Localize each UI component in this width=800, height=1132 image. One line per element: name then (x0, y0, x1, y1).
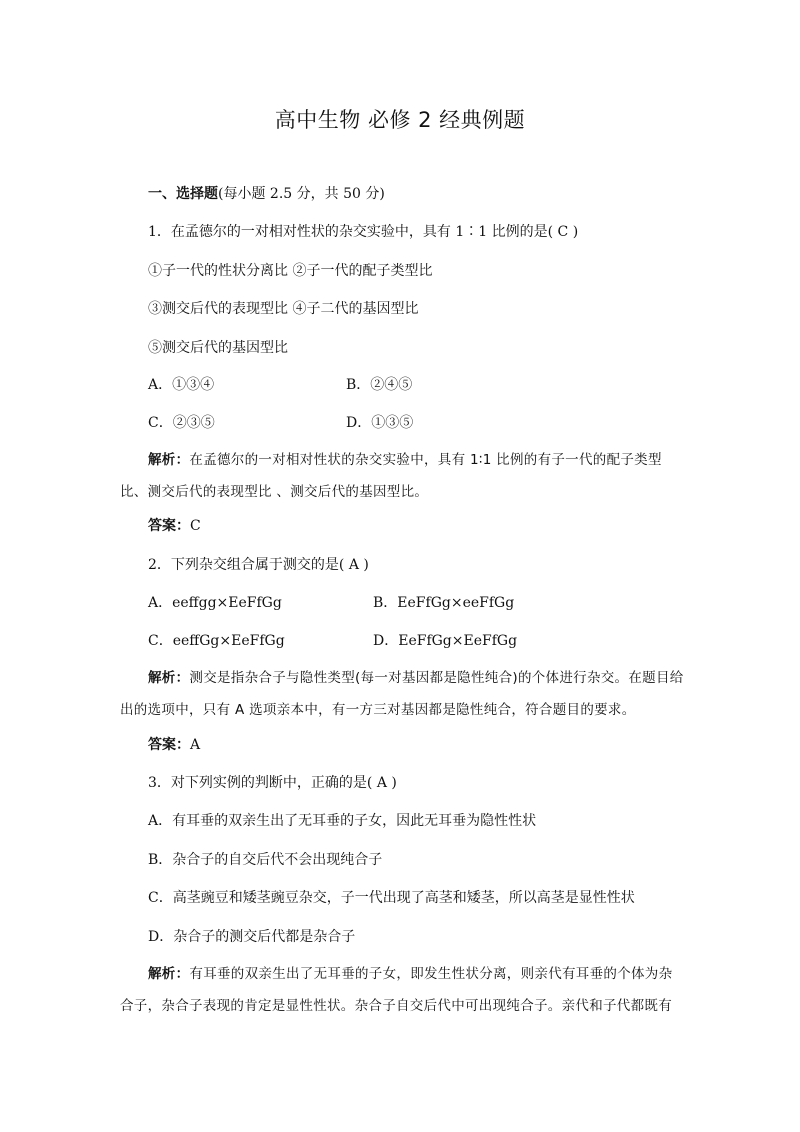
question-1-item-line: ①子一代的性状分离比 ②子一代的配子类型比 (148, 263, 433, 279)
question-1-option-c: C．②③⑤ (148, 415, 215, 431)
question-1-option-a: A．①③④ (148, 377, 215, 393)
answer-label: 答案： (148, 518, 190, 534)
question-1-option-d: D．①③⑤ (346, 415, 414, 431)
analysis-label: 解析： (148, 966, 190, 982)
section-note: (每小题 2.5 分，共 50 分) (218, 186, 385, 202)
question-1-analysis (120, 444, 685, 508)
question-3-option-b: B．杂合子的自交后代不会出现纯合子 (148, 852, 383, 868)
question-2-option-c: C．eeffGg×EeFfGg (148, 633, 285, 649)
question-2-analysis (120, 662, 685, 726)
analysis-text: 在孟德尔的一对相对性状的杂交实验中，具有 1∶1 比例的有子一代的配子类型比、测交后代的表现型比 、测交后代的基因型比。 (120, 452, 662, 500)
question-3-analysis (120, 958, 685, 1022)
question-3-stem: 3．对下列实例的判断中，正确的是( A ) (148, 775, 397, 791)
question-3-option-d: D．杂合子的测交后代都是杂合子 (148, 929, 356, 945)
analysis-label: 解析： (148, 452, 190, 468)
answer-value: C (190, 518, 201, 534)
question-2-answer (148, 735, 200, 755)
question-1-answer (148, 516, 201, 536)
question-1-item-line: ③测交后代的表现型比 ④子二代的基因型比 (148, 301, 419, 317)
question-1-option-b: B．②④⑤ (346, 377, 413, 393)
answer-value: A (190, 737, 201, 753)
analysis-text: 有耳垂的双亲生出了无耳垂的子女，即发生性状分离，则亲代有耳垂的个体为杂合子，杂合子表现的肯定是显性性状。杂合子自交后代中可出现纯合子。亲代和子代都既有 (120, 966, 673, 1014)
question-1-stem: 1．在孟德尔的一对相对性状的杂交实验中，具有 1∶1 比例的是( C ) (148, 224, 579, 240)
section-label: 一、选择题 (148, 186, 218, 202)
question-2-option-b: B．EeFfGg×eeFfGg (373, 595, 515, 611)
page-title: 高中生物 必修 2 经典例题 (274, 108, 526, 132)
answer-label: 答案： (148, 737, 190, 753)
section-heading (148, 184, 385, 204)
analysis-text: 测交是指杂合子与隐性类型(每一对基因都是隐性纯合)的个体进行杂交。在题目给出的选项中，只有 A 选项亲本中，有一方三对基因都是隐性纯合，符合题目的要求。 (120, 670, 684, 718)
question-2-option-d: D．EeFfGg×EeFfGg (373, 633, 518, 649)
question-1-item-line: ⑤测交后代的基因型比 (148, 340, 288, 356)
analysis-label: 解析： (148, 670, 190, 686)
question-2-stem: 2．下列杂交组合属于测交的是( A ) (148, 557, 369, 573)
question-3-option-a: A．有耳垂的双亲生出了无耳垂的子女，因此无耳垂为隐性性状 (148, 813, 537, 829)
question-3-option-c: C．高茎豌豆和矮茎豌豆杂交，子一代出现了高茎和矮茎，所以高茎是显性性状 (148, 890, 635, 906)
question-2-option-a: A．eeffgg×EeFfGg (148, 595, 282, 611)
